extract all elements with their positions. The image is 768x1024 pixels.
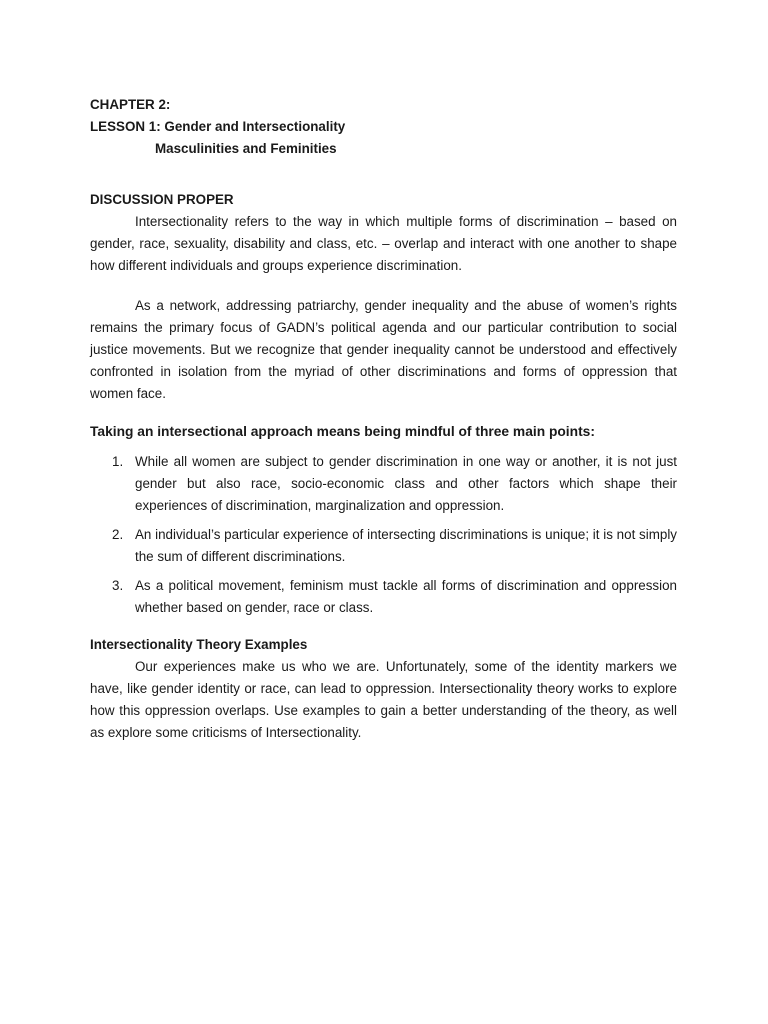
lesson-heading: LESSON 1: Gender and Intersectionality (90, 119, 346, 134)
subtopic-heading: Masculinities and Feminities (155, 141, 337, 156)
discussion-paragraph: As a network, addressing patriarchy, gender inequality and the abuse of women’s rights remains the primary focus of GADN’s political agenda and our particular contribution to social justice movements. But we recognize that gender inequality cannot be understood and effectively confronted in isolation from the myriad of other discriminations and forms of oppression that women face. (90, 298, 677, 401)
chapter-heading: CHAPTER 2: (90, 97, 171, 112)
approach-list (90, 451, 677, 619)
list-item-number: 2. (112, 527, 124, 542)
examples-title: Intersectionality Theory Examples (90, 637, 308, 652)
list-item-number: 1. (112, 454, 124, 469)
discussion-title: DISCUSSION PROPER (90, 192, 234, 207)
examples-paragraph: Our experiences make us who we are. Unfortunately, some of the identity markers we have, like gender identity or race, can lead to oppression. Intersectionality theory works to explore how this oppression overlaps. Use examples to gain a better understanding of the theory, as well as explore some criticisms of Intersectionality. (90, 659, 677, 740)
list-item-text: While all women are subject to gender discrimination in one way or another, it is not just gender but also race, socio-economic class and other factors which shape their experiences of discrimination, marginalization and oppression. (135, 454, 677, 513)
list-item (90, 451, 677, 517)
list-item-text: An individual’s particular experience of intersecting discriminations is unique; it is not simply the sum of different discriminations. (135, 527, 677, 564)
discussion-paragraph: Intersectionality refers to the way in which multiple forms of discrimination – based on gender, race, sexuality, disability and class, etc. – overlap and interact with one another to shape how different individuals and groups experience discrimination. (90, 214, 677, 273)
approach-title: Taking an intersectional approach means being mindful of three main points: (90, 424, 595, 439)
document-page (90, 94, 677, 744)
list-item (90, 575, 677, 619)
list-item-number: 3. (112, 578, 124, 593)
list-item-text: As a political movement, feminism must tackle all forms of discrimination and oppression whether based on gender, race or class. (135, 578, 677, 615)
list-item (90, 524, 677, 568)
